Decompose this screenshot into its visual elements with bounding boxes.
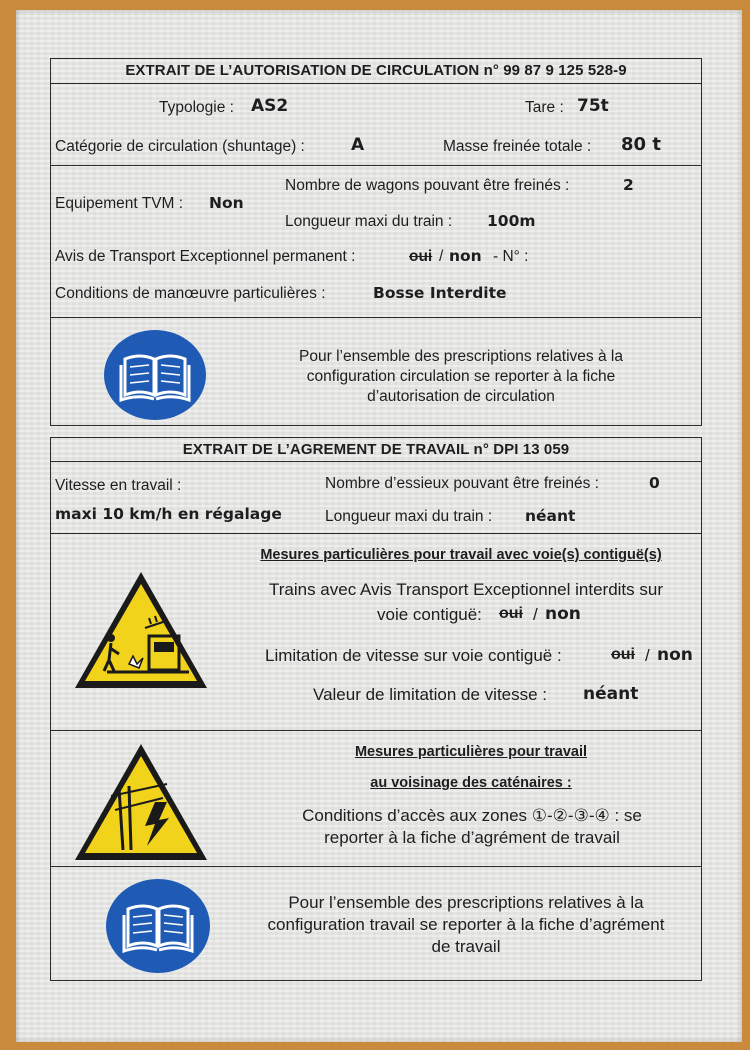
sign-plate bbox=[16, 10, 742, 1042]
wagons-label: Nombre de wagons pouvant être freinés : bbox=[285, 177, 570, 194]
longueur-value: 100m bbox=[487, 212, 536, 230]
avis-non: non bbox=[449, 247, 482, 265]
contiguous-measures-title: Mesures particulières pour travail avec voie(s) contiguë(s) bbox=[260, 547, 662, 563]
categorie-label: Catégorie de circulation (shuntage) : bbox=[55, 138, 305, 155]
catenary-measures-title-2: au voisinage des caténaires : bbox=[370, 775, 572, 791]
trains-line-2-label: voie contiguë: bbox=[377, 605, 482, 624]
authorization-note-line-2: configuration circulation se reporter à la fiche bbox=[306, 368, 616, 385]
essieux-value: 0 bbox=[649, 474, 660, 492]
work-note-line-2: configuration travail se reporter à la fiche d’agrément bbox=[267, 915, 665, 934]
conditions-value: Bosse Interdite bbox=[373, 284, 507, 302]
longueur-value: néant bbox=[525, 507, 576, 525]
access-conditions-line-2: reporter à la fiche d’agrément de travail bbox=[324, 828, 620, 847]
avis-oui-struck: oui bbox=[409, 248, 433, 265]
limitation-oui-struck: oui bbox=[611, 646, 635, 663]
wagons-value: 2 bbox=[623, 176, 634, 194]
trains-non: non bbox=[545, 604, 581, 624]
divider bbox=[51, 533, 701, 534]
authorization-title: EXTRAIT DE L’AUTORISATION DE CIRCULATION n° 99 87 9 125 528-9 bbox=[51, 59, 701, 84]
typologie-value: AS2 bbox=[251, 96, 289, 116]
work-note-line-3: de travail bbox=[431, 937, 501, 956]
trains-separator: / bbox=[533, 605, 538, 624]
work-approval-box bbox=[50, 437, 702, 981]
divider bbox=[51, 317, 701, 318]
book-icon bbox=[105, 878, 211, 974]
typologie-label: Typologie : bbox=[159, 99, 234, 116]
valeur-value: néant bbox=[583, 684, 639, 704]
authorization-note-line-3: d’autorisation de circulation bbox=[367, 388, 555, 405]
categorie-value: A bbox=[351, 135, 365, 155]
authorization-box bbox=[50, 58, 702, 426]
electric-hazard-icon bbox=[71, 740, 211, 864]
book-icon bbox=[103, 329, 207, 421]
limitation-separator: / bbox=[645, 646, 650, 665]
avis-separator: / bbox=[439, 248, 444, 265]
track-work-warning-icon bbox=[71, 568, 211, 692]
work-note-line-1: Pour l’ensemble des prescriptions relatives à la bbox=[288, 893, 644, 912]
divider bbox=[51, 730, 701, 731]
tvm-label: Equipement TVM : bbox=[55, 195, 184, 212]
trains-line-1: Trains avec Avis Transport Exceptionnel interdits sur bbox=[268, 580, 663, 599]
longueur-label: Longueur maxi du train : bbox=[285, 213, 453, 230]
masse-label: Masse freinée totale : bbox=[443, 138, 592, 155]
essieux-label: Nombre d’essieux pouvant être freinés : bbox=[325, 475, 599, 492]
masse-value: 80 t bbox=[621, 134, 661, 155]
tvm-value: Non bbox=[209, 194, 244, 212]
vitesse-value: maxi 10 km/h en régalage bbox=[55, 505, 282, 523]
limitation-label: Limitation de vitesse sur voie contiguë : bbox=[265, 646, 562, 665]
tare-value: 75t bbox=[577, 96, 609, 116]
avis-label: Avis de Transport Exceptionnel permanent : bbox=[55, 248, 356, 265]
catenary-measures-title-1: Mesures particulières pour travail bbox=[354, 744, 588, 760]
vitesse-label: Vitesse en travail : bbox=[55, 477, 182, 494]
authorization-note-line-1: Pour l’ensemble des prescriptions relatives à la bbox=[299, 348, 623, 365]
access-conditions-line-1: Conditions d’accès aux zones ①-②-③-④ : se bbox=[302, 806, 642, 825]
limitation-non: non bbox=[657, 645, 693, 665]
work-approval-title: EXTRAIT DE L’AGREMENT DE TRAVAIL n° DPI 13 059 bbox=[51, 438, 701, 462]
conditions-label: Conditions de manœuvre particulières : bbox=[55, 285, 326, 302]
divider bbox=[51, 866, 701, 867]
valeur-label: Valeur de limitation de vitesse : bbox=[313, 685, 548, 704]
tare-label: Tare : bbox=[525, 99, 564, 116]
longueur-label: Longueur maxi du train : bbox=[325, 508, 493, 525]
divider bbox=[51, 165, 701, 166]
trains-oui-struck: oui bbox=[499, 605, 523, 622]
avis-number: - N° : bbox=[493, 248, 529, 265]
